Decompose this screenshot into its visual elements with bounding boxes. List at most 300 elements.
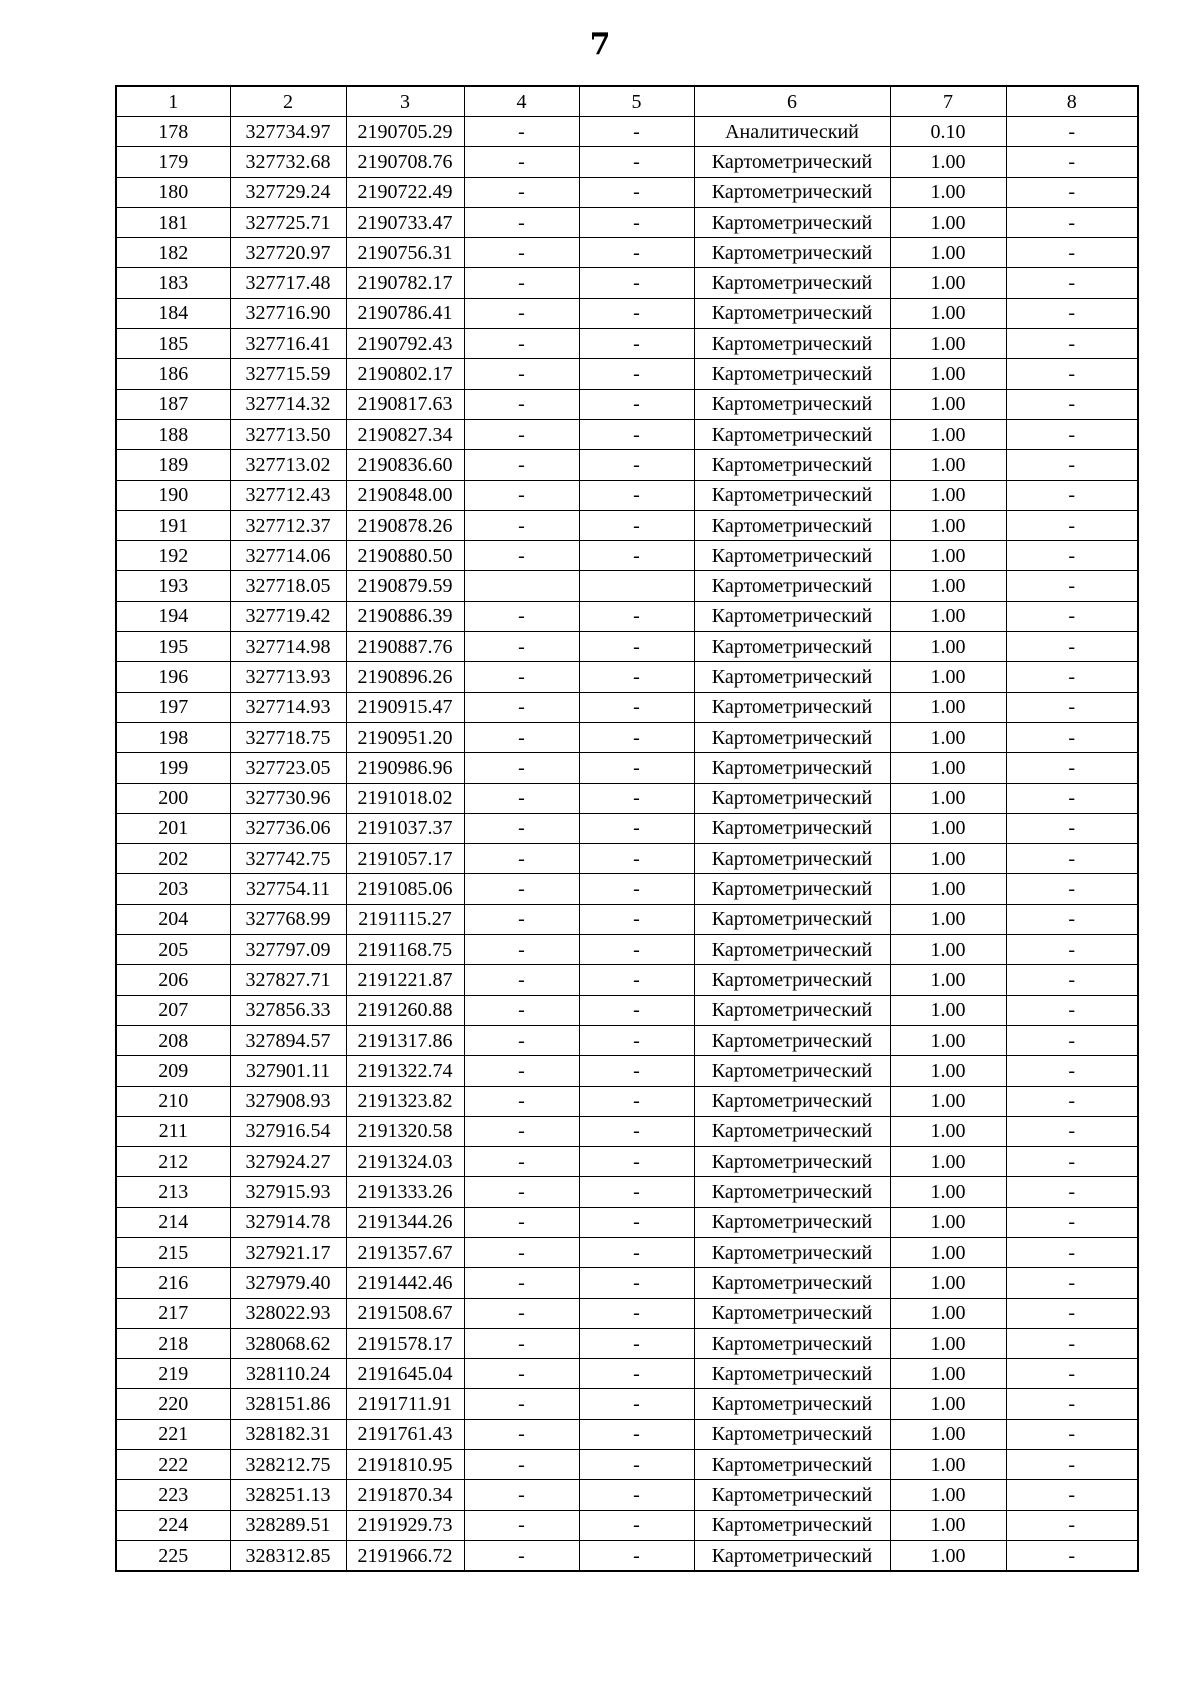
cell-method: Картометрический [694, 1147, 890, 1177]
cell-x-coordinate: 327921.17 [230, 1237, 346, 1267]
cell-col-4-value [464, 571, 579, 601]
cell-method: Картометрический [694, 692, 890, 722]
cell-point-number: 203 [116, 874, 230, 904]
cell-y-coordinate: 2190705.29 [346, 117, 464, 147]
cell-x-coordinate: 328212.75 [230, 1450, 346, 1480]
cell-col-4-value: - [464, 965, 579, 995]
cell-col-8-value: - [1006, 1450, 1138, 1480]
cell-point-number: 211 [116, 1116, 230, 1146]
cell-col-4-value: - [464, 541, 579, 571]
cell-accuracy: 1.00 [890, 601, 1006, 631]
cell-col-8-value: - [1006, 238, 1138, 268]
cell-y-coordinate: 2190802.17 [346, 359, 464, 389]
cell-col-8-value: - [1006, 1298, 1138, 1328]
cell-col-5-value: - [579, 329, 694, 359]
cell-y-coordinate: 2191929.73 [346, 1510, 464, 1540]
cell-col-5-value: - [579, 207, 694, 237]
cell-point-number: 218 [116, 1328, 230, 1358]
cell-col-5-value: - [579, 268, 694, 298]
table-row [116, 389, 1138, 419]
cell-y-coordinate: 2191344.26 [346, 1207, 464, 1237]
cell-method: Картометрический [694, 1056, 890, 1086]
cell-col-8-value: - [1006, 1328, 1138, 1358]
table-row [116, 1328, 1138, 1358]
cell-col-5-value: - [579, 813, 694, 843]
cell-col-8-value: - [1006, 450, 1138, 480]
cell-col-4-value: - [464, 207, 579, 237]
cell-col-4-value: - [464, 1419, 579, 1449]
cell-y-coordinate: 2191317.86 [346, 1025, 464, 1055]
cell-point-number: 189 [116, 450, 230, 480]
cell-y-coordinate: 2190708.76 [346, 147, 464, 177]
cell-point-number: 196 [116, 662, 230, 692]
cell-x-coordinate: 327719.42 [230, 601, 346, 631]
cell-col-5-value: - [579, 1056, 694, 1086]
cell-method: Картометрический [694, 1510, 890, 1540]
cell-col-5-value: - [579, 359, 694, 389]
cell-accuracy: 1.00 [890, 541, 1006, 571]
cell-x-coordinate: 327723.05 [230, 753, 346, 783]
table-row [116, 753, 1138, 783]
cell-y-coordinate: 2191357.67 [346, 1237, 464, 1267]
cell-x-coordinate: 327725.71 [230, 207, 346, 237]
cell-x-coordinate: 327797.09 [230, 935, 346, 965]
table-row [116, 935, 1138, 965]
cell-col-4-value: - [464, 1116, 579, 1146]
cell-col-8-value: - [1006, 874, 1138, 904]
cell-x-coordinate: 327908.93 [230, 1086, 346, 1116]
cell-x-coordinate: 328022.93 [230, 1298, 346, 1328]
cell-x-coordinate: 328151.86 [230, 1389, 346, 1419]
cell-method: Картометрический [694, 1450, 890, 1480]
cell-col-5-value: - [579, 1147, 694, 1177]
cell-accuracy: 1.00 [890, 1359, 1006, 1389]
cell-col-4-value: - [464, 844, 579, 874]
cell-x-coordinate: 327754.11 [230, 874, 346, 904]
table-row [116, 692, 1138, 722]
cell-x-coordinate: 327712.43 [230, 480, 346, 510]
column-header-3: 3 [346, 86, 464, 117]
cell-accuracy: 1.00 [890, 1147, 1006, 1177]
cell-y-coordinate: 2190986.96 [346, 753, 464, 783]
cell-col-8-value: - [1006, 1359, 1138, 1389]
cell-method: Картометрический [694, 1540, 890, 1571]
cell-col-4-value: - [464, 1510, 579, 1540]
cell-y-coordinate: 2190879.59 [346, 571, 464, 601]
cell-col-4-value: - [464, 1328, 579, 1358]
cell-point-number: 219 [116, 1359, 230, 1389]
cell-x-coordinate: 328110.24 [230, 1359, 346, 1389]
cell-method: Картометрический [694, 722, 890, 752]
table-row [116, 995, 1138, 1025]
cell-col-8-value: - [1006, 995, 1138, 1025]
cell-accuracy: 1.00 [890, 722, 1006, 752]
table-row [116, 874, 1138, 904]
cell-col-5-value: - [579, 783, 694, 813]
table-row [116, 541, 1138, 571]
cell-method: Картометрический [694, 601, 890, 631]
cell-method: Картометрический [694, 207, 890, 237]
cell-x-coordinate: 327714.06 [230, 541, 346, 571]
cell-col-5-value: - [579, 1389, 694, 1419]
table-row [116, 419, 1138, 449]
cell-y-coordinate: 2190782.17 [346, 268, 464, 298]
cell-col-8-value: - [1006, 389, 1138, 419]
cell-accuracy: 1.00 [890, 1177, 1006, 1207]
cell-x-coordinate: 327915.93 [230, 1177, 346, 1207]
cell-col-5-value: - [579, 844, 694, 874]
cell-col-5-value: - [579, 1116, 694, 1146]
cell-col-8-value: - [1006, 1116, 1138, 1146]
cell-col-8-value: - [1006, 1086, 1138, 1116]
table-row [116, 1450, 1138, 1480]
table-row [116, 601, 1138, 631]
cell-x-coordinate: 327718.75 [230, 722, 346, 752]
cell-col-4-value: - [464, 1359, 579, 1389]
cell-method: Картометрический [694, 1389, 890, 1419]
cell-accuracy: 1.00 [890, 904, 1006, 934]
cell-accuracy: 1.00 [890, 329, 1006, 359]
cell-method: Картометрический [694, 904, 890, 934]
cell-col-4-value: - [464, 510, 579, 540]
cell-method: Картометрический [694, 1359, 890, 1389]
cell-point-number: 198 [116, 722, 230, 752]
cell-col-5-value: - [579, 1328, 694, 1358]
cell-accuracy: 1.00 [890, 268, 1006, 298]
cell-col-8-value: - [1006, 813, 1138, 843]
cell-method: Картометрический [694, 1419, 890, 1449]
cell-col-4-value: - [464, 1147, 579, 1177]
cell-col-5-value: - [579, 1207, 694, 1237]
cell-point-number: 179 [116, 147, 230, 177]
cell-accuracy: 1.00 [890, 965, 1006, 995]
cell-col-5-value: - [579, 692, 694, 722]
cell-col-4-value: - [464, 753, 579, 783]
table-row [116, 359, 1138, 389]
cell-method: Картометрический [694, 147, 890, 177]
table-row [116, 722, 1138, 752]
cell-col-5-value: - [579, 1298, 694, 1328]
cell-accuracy: 1.00 [890, 571, 1006, 601]
cell-col-4-value: - [464, 268, 579, 298]
cell-col-8-value: - [1006, 1268, 1138, 1298]
cell-point-number: 194 [116, 601, 230, 631]
cell-col-4-value: - [464, 1237, 579, 1267]
cell-col-4-value: - [464, 692, 579, 722]
cell-col-5-value: - [579, 419, 694, 449]
cell-x-coordinate: 328312.85 [230, 1540, 346, 1571]
cell-col-5-value: - [579, 389, 694, 419]
table-row [116, 1298, 1138, 1328]
table-row [116, 147, 1138, 177]
cell-col-8-value: - [1006, 692, 1138, 722]
table-row [116, 904, 1138, 934]
cell-y-coordinate: 2191018.02 [346, 783, 464, 813]
table-body [116, 117, 1138, 1572]
coordinates-table [115, 85, 1139, 1572]
cell-method: Картометрический [694, 1177, 890, 1207]
cell-point-number: 207 [116, 995, 230, 1025]
cell-col-8-value: - [1006, 783, 1138, 813]
cell-y-coordinate: 2191711.91 [346, 1389, 464, 1419]
table-row [116, 965, 1138, 995]
cell-method: Картометрический [694, 419, 890, 449]
cell-y-coordinate: 2191966.72 [346, 1540, 464, 1571]
cell-col-4-value: - [464, 419, 579, 449]
cell-col-8-value: - [1006, 1237, 1138, 1267]
column-header-8: 8 [1006, 86, 1138, 117]
cell-method: Картометрический [694, 268, 890, 298]
cell-method: Картометрический [694, 1086, 890, 1116]
cell-x-coordinate: 327714.32 [230, 389, 346, 419]
cell-accuracy: 1.00 [890, 1510, 1006, 1540]
cell-accuracy: 1.00 [890, 419, 1006, 449]
cell-y-coordinate: 2191260.88 [346, 995, 464, 1025]
cell-point-number: 220 [116, 1389, 230, 1419]
cell-accuracy: 1.00 [890, 995, 1006, 1025]
cell-y-coordinate: 2190792.43 [346, 329, 464, 359]
cell-x-coordinate: 327734.97 [230, 117, 346, 147]
cell-col-4-value: - [464, 662, 579, 692]
cell-method: Картометрический [694, 1298, 890, 1328]
table-row [116, 844, 1138, 874]
cell-point-number: 197 [116, 692, 230, 722]
cell-point-number: 202 [116, 844, 230, 874]
table-row [116, 1389, 1138, 1419]
cell-col-5-value: - [579, 238, 694, 268]
cell-col-8-value: - [1006, 662, 1138, 692]
table-row [116, 268, 1138, 298]
cell-y-coordinate: 2190896.26 [346, 662, 464, 692]
cell-col-4-value: - [464, 1298, 579, 1328]
cell-point-number: 182 [116, 238, 230, 268]
page-number: 7 [589, 27, 611, 62]
cell-col-4-value: - [464, 1177, 579, 1207]
cell-col-5-value: - [579, 722, 694, 752]
table-row [116, 1510, 1138, 1540]
cell-col-5-value: - [579, 1510, 694, 1540]
cell-col-4-value: - [464, 935, 579, 965]
cell-x-coordinate: 327720.97 [230, 238, 346, 268]
cell-point-number: 216 [116, 1268, 230, 1298]
cell-x-coordinate: 327716.41 [230, 329, 346, 359]
cell-point-number: 212 [116, 1147, 230, 1177]
cell-x-coordinate: 327713.02 [230, 450, 346, 480]
cell-x-coordinate: 327979.40 [230, 1268, 346, 1298]
cell-col-5-value: - [579, 1086, 694, 1116]
cell-col-4-value: - [464, 1207, 579, 1237]
cell-point-number: 215 [116, 1237, 230, 1267]
table-row [116, 117, 1138, 147]
cell-accuracy: 1.00 [890, 1056, 1006, 1086]
cell-y-coordinate: 2191085.06 [346, 874, 464, 904]
cell-point-number: 187 [116, 389, 230, 419]
cell-col-4-value: - [464, 329, 579, 359]
cell-accuracy: 1.00 [890, 177, 1006, 207]
cell-y-coordinate: 2191324.03 [346, 1147, 464, 1177]
cell-col-4-value: - [464, 632, 579, 662]
cell-col-4-value: - [464, 359, 579, 389]
cell-method: Картометрический [694, 813, 890, 843]
cell-point-number: 192 [116, 541, 230, 571]
cell-point-number: 222 [116, 1450, 230, 1480]
cell-y-coordinate: 2190848.00 [346, 480, 464, 510]
cell-col-4-value: - [464, 117, 579, 147]
column-header-1: 1 [116, 86, 230, 117]
cell-method: Картометрический [694, 298, 890, 328]
cell-accuracy: 1.00 [890, 510, 1006, 540]
cell-accuracy: 1.00 [890, 632, 1006, 662]
cell-col-5-value: - [579, 117, 694, 147]
cell-col-4-value: - [464, 1056, 579, 1086]
cell-point-number: 178 [116, 117, 230, 147]
cell-accuracy: 1.00 [890, 238, 1006, 268]
cell-x-coordinate: 328289.51 [230, 1510, 346, 1540]
cell-col-8-value: - [1006, 480, 1138, 510]
cell-x-coordinate: 328251.13 [230, 1480, 346, 1510]
column-header-6: 6 [694, 86, 890, 117]
cell-y-coordinate: 2190756.31 [346, 238, 464, 268]
cell-y-coordinate: 2191870.34 [346, 1480, 464, 1510]
cell-point-number: 200 [116, 783, 230, 813]
cell-accuracy: 1.00 [890, 1450, 1006, 1480]
cell-col-4-value: - [464, 1268, 579, 1298]
cell-method: Картометрический [694, 1480, 890, 1510]
cell-accuracy: 1.00 [890, 1268, 1006, 1298]
cell-method: Картометрический [694, 1207, 890, 1237]
cell-method: Картометрический [694, 874, 890, 904]
table-row [116, 1237, 1138, 1267]
cell-y-coordinate: 2190836.60 [346, 450, 464, 480]
table-row [116, 1480, 1138, 1510]
cell-col-8-value: - [1006, 632, 1138, 662]
cell-point-number: 184 [116, 298, 230, 328]
table-row [116, 1207, 1138, 1237]
cell-col-4-value: - [464, 722, 579, 752]
cell-accuracy: 1.00 [890, 298, 1006, 328]
cell-x-coordinate: 327914.78 [230, 1207, 346, 1237]
cell-col-4-value: - [464, 601, 579, 631]
cell-col-8-value: - [1006, 571, 1138, 601]
table-row [116, 177, 1138, 207]
cell-point-number: 217 [116, 1298, 230, 1328]
cell-method: Картометрический [694, 571, 890, 601]
cell-method: Картометрический [694, 1328, 890, 1358]
cell-x-coordinate: 327718.05 [230, 571, 346, 601]
cell-point-number: 190 [116, 480, 230, 510]
cell-col-5-value: - [579, 1177, 694, 1207]
column-header-4: 4 [464, 86, 579, 117]
table-row [116, 450, 1138, 480]
header-row [116, 86, 1138, 117]
cell-col-5-value [579, 571, 694, 601]
cell-point-number: 224 [116, 1510, 230, 1540]
cell-accuracy: 1.00 [890, 207, 1006, 237]
cell-method: Картометрический [694, 359, 890, 389]
table-row [116, 329, 1138, 359]
cell-col-4-value: - [464, 1540, 579, 1571]
cell-col-8-value: - [1006, 1207, 1138, 1237]
cell-col-8-value: - [1006, 359, 1138, 389]
cell-accuracy: 1.00 [890, 1389, 1006, 1419]
cell-col-4-value: - [464, 238, 579, 268]
cell-y-coordinate: 2191508.67 [346, 1298, 464, 1328]
cell-col-8-value: - [1006, 1510, 1138, 1540]
cell-point-number: 181 [116, 207, 230, 237]
cell-method: Картометрический [694, 329, 890, 359]
column-header-5: 5 [579, 86, 694, 117]
cell-col-5-value: - [579, 1540, 694, 1571]
cell-accuracy: 1.00 [890, 450, 1006, 480]
cell-col-5-value: - [579, 480, 694, 510]
cell-accuracy: 1.00 [890, 692, 1006, 722]
cell-x-coordinate: 327736.06 [230, 813, 346, 843]
cell-x-coordinate: 327714.98 [230, 632, 346, 662]
cell-col-4-value: - [464, 147, 579, 177]
table-row [116, 571, 1138, 601]
cell-accuracy: 1.00 [890, 1480, 1006, 1510]
cell-col-4-value: - [464, 389, 579, 419]
cell-y-coordinate: 2191168.75 [346, 935, 464, 965]
cell-method: Картометрический [694, 753, 890, 783]
cell-col-5-value: - [579, 541, 694, 571]
cell-y-coordinate: 2191057.17 [346, 844, 464, 874]
cell-col-5-value: - [579, 1480, 694, 1510]
cell-point-number: 205 [116, 935, 230, 965]
table-row [116, 480, 1138, 510]
cell-point-number: 195 [116, 632, 230, 662]
cell-point-number: 186 [116, 359, 230, 389]
cell-y-coordinate: 2191323.82 [346, 1086, 464, 1116]
cell-col-4-value: - [464, 298, 579, 328]
cell-col-5-value: - [579, 177, 694, 207]
cell-y-coordinate: 2191037.37 [346, 813, 464, 843]
cell-col-8-value: - [1006, 965, 1138, 995]
cell-col-4-value: - [464, 904, 579, 934]
cell-method: Картометрический [694, 510, 890, 540]
cell-col-8-value: - [1006, 117, 1138, 147]
cell-x-coordinate: 327894.57 [230, 1025, 346, 1055]
cell-y-coordinate: 2191320.58 [346, 1116, 464, 1146]
cell-col-5-value: - [579, 601, 694, 631]
cell-x-coordinate: 327716.90 [230, 298, 346, 328]
cell-x-coordinate: 327742.75 [230, 844, 346, 874]
cell-y-coordinate: 2190887.76 [346, 632, 464, 662]
cell-col-5-value: - [579, 904, 694, 934]
cell-col-5-value: - [579, 662, 694, 692]
cell-point-number: 221 [116, 1419, 230, 1449]
cell-accuracy: 1.00 [890, 874, 1006, 904]
cell-col-5-value: - [579, 995, 694, 1025]
table-row [116, 1359, 1138, 1389]
cell-point-number: 223 [116, 1480, 230, 1510]
cell-y-coordinate: 2190827.34 [346, 419, 464, 449]
table-row [116, 632, 1138, 662]
cell-accuracy: 1.00 [890, 1298, 1006, 1328]
cell-method: Картометрический [694, 389, 890, 419]
cell-col-8-value: - [1006, 1147, 1138, 1177]
cell-col-8-value: - [1006, 904, 1138, 934]
cell-col-5-value: - [579, 935, 694, 965]
cell-accuracy: 1.00 [890, 359, 1006, 389]
cell-x-coordinate: 327713.50 [230, 419, 346, 449]
cell-method: Картометрический [694, 783, 890, 813]
cell-x-coordinate: 328068.62 [230, 1328, 346, 1358]
cell-col-5-value: - [579, 753, 694, 783]
table-row [116, 1025, 1138, 1055]
cell-accuracy: 1.00 [890, 389, 1006, 419]
cell-y-coordinate: 2190951.20 [346, 722, 464, 752]
